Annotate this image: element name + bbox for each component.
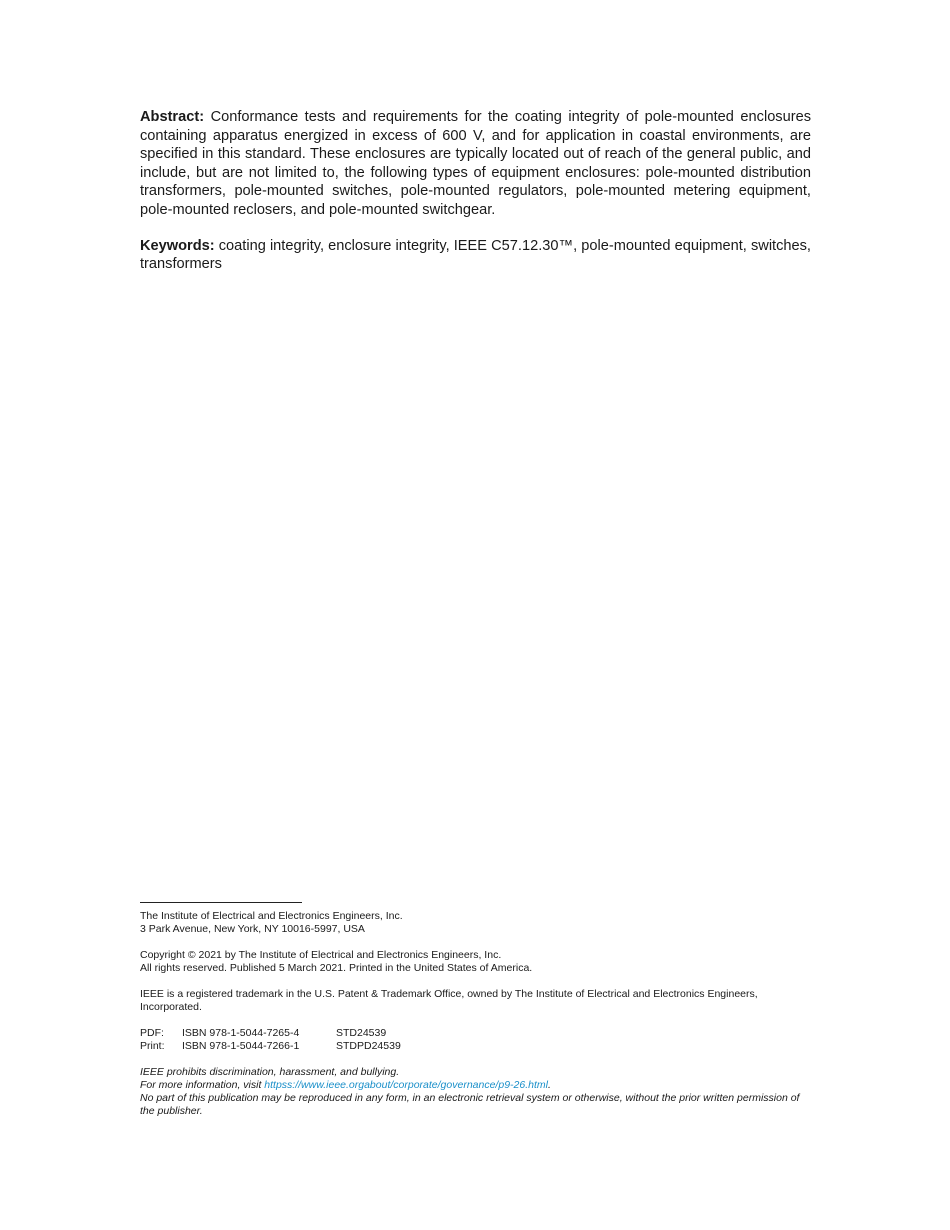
- isbn-format: Print:: [140, 1040, 165, 1052]
- governance-link[interactable]: httpss://www.ieee.orgabout/corporate/governance/p9-26.html: [264, 1079, 548, 1091]
- publisher-address: 3 Park Avenue, New York, NY 10016-5997, USA: [140, 923, 365, 935]
- isbn-block: [140, 1027, 811, 1053]
- std-number: STD24539: [336, 1027, 387, 1039]
- more-info-line: [140, 1079, 811, 1092]
- abstract-text: Conformance tests and requirements for the coating integrity of pole-mounted enclosures containing apparatus energized in excess of 600 V, and for application in coastal environments, are specified in this standard. These enclosures are typically located out of reach of the general public, and include, but are not limited to, the following types of equipment enclosures: pole-mounted distribution transformers, pole-mounted switches, pole-mounted regulators, pole-mounted metering equipment, pole-mounted reclosers, and pole-mounted switchgear.: [140, 109, 811, 218]
- reproduction-notice: No part of this publication may be reproduced in any form, in an electronic retrieval system or otherwise, without the prior written permission of the publisher.: [140, 1092, 800, 1117]
- copyright-line: Copyright © 2021 by The Institute of Electrical and Electronics Engineers, Inc.: [140, 949, 502, 961]
- trademark-line: IEEE is a registered trademark in the U.S. Patent & Trademark Office, owned by The Institute of Electrical and Electronics Engineers, Incorporated.: [140, 988, 758, 1013]
- isbn-number: ISBN 978-1-5044-7266-1: [182, 1040, 300, 1052]
- publisher-name: The Institute of Electrical and Electronics Engineers, Inc.: [140, 910, 403, 922]
- legal-block: [140, 1066, 811, 1118]
- policy-line: IEEE prohibits discrimination, harassment, and bullying.: [140, 1066, 400, 1078]
- main-content: [140, 108, 811, 274]
- isbn-row-pdf: [140, 1027, 811, 1040]
- isbn-number: ISBN 978-1-5044-7265-4: [182, 1027, 300, 1039]
- abstract-label: Abstract:: [140, 109, 205, 125]
- rights-line: All rights reserved. Published 5 March 2021. Printed in the United States of America.: [140, 962, 533, 974]
- abstract-paragraph: [140, 108, 811, 220]
- footer: [140, 902, 811, 1118]
- keywords-text: coating integrity, enclosure integrity, IEEE C57.12.30™, pole-mounted equipment, switches, transformers: [140, 237, 811, 273]
- isbn-row-print: [140, 1040, 811, 1053]
- copyright-block: [140, 949, 811, 975]
- footer-rule: [140, 902, 302, 903]
- std-number: STDPD24539: [336, 1040, 401, 1052]
- publisher-block: [140, 910, 811, 936]
- more-info-suffix: .: [547, 1079, 551, 1091]
- more-info-prefix: For more information, visit: [140, 1079, 265, 1091]
- keywords-paragraph: [140, 237, 811, 274]
- isbn-format: PDF:: [140, 1027, 164, 1039]
- keywords-label: Keywords:: [140, 237, 215, 254]
